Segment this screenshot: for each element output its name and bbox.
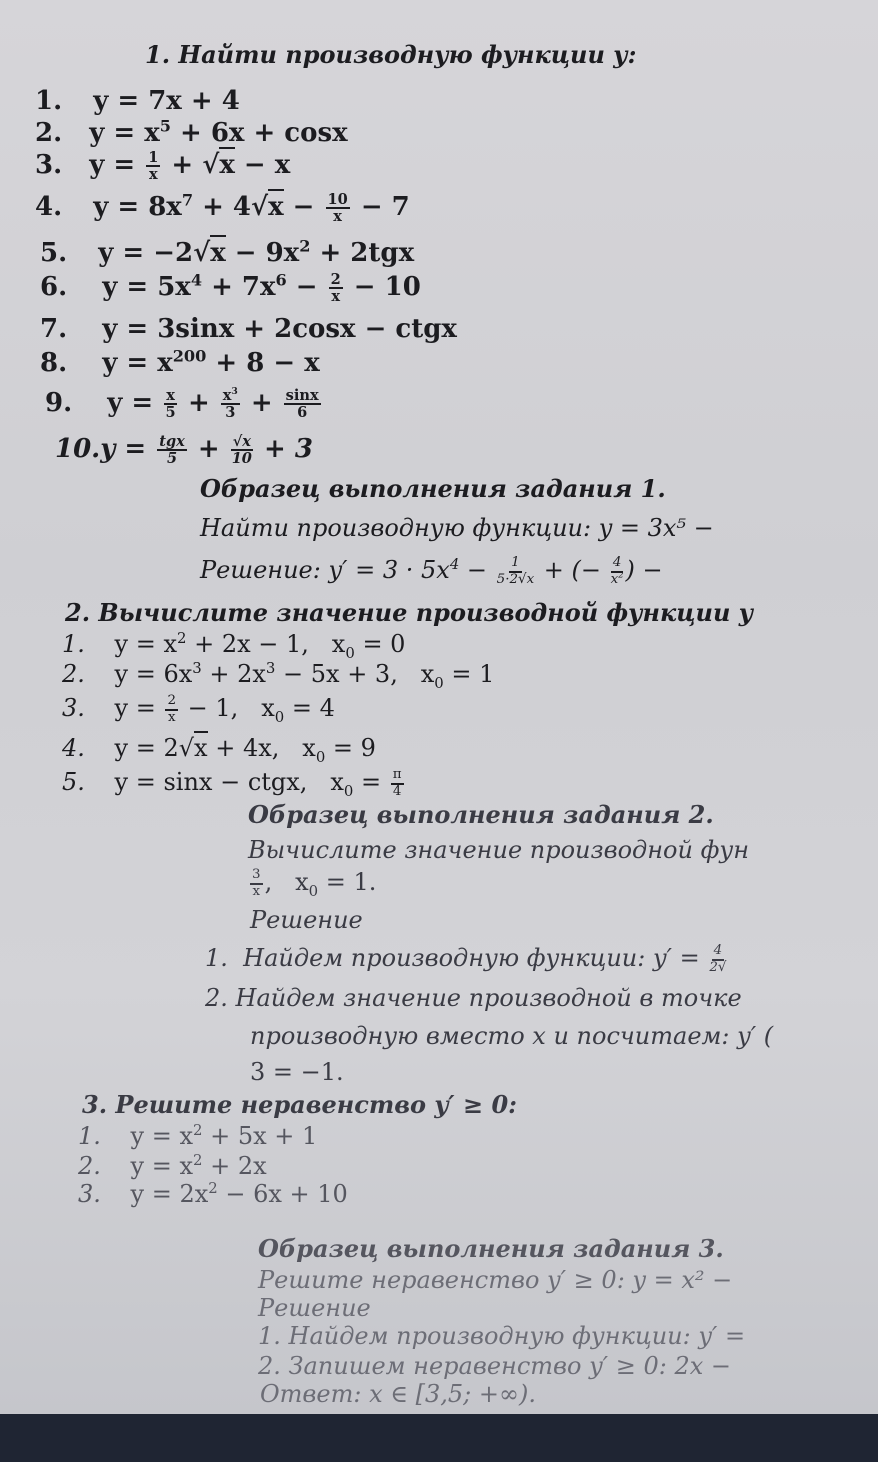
sample-2-step-3: 3 = −1. [250, 1058, 344, 1086]
item-number: 3. [78, 1180, 101, 1208]
item-number: 7. [40, 314, 68, 344]
section-3-title: 3. Решите неравенство y′ ≥ 0: [82, 1090, 517, 1119]
item-number: 1. [78, 1122, 101, 1150]
task-1-8: 8. $y = x^{200} + 8 - x$ [40, 346, 320, 378]
sample-3-solution-label: Решение [258, 1294, 371, 1322]
sample-1-solution: Решение: $y' = 3 \cdot 5x^4$ − $\frac{1}{5\cdot 2√x}$ + (− $\frac{4}{x^2}$ ) − [200, 555, 663, 587]
sample-3-step-1: 1. Найдем производную функции: y′ = [258, 1322, 746, 1350]
task-1-2: 2. $y = x^5 + 6x + \cos x$ [35, 116, 348, 148]
background-surface [0, 1414, 878, 1462]
task-1-3: 3. y = $\frac{1}{x}$ + √x − x [35, 149, 291, 184]
task-2-2: 2. $y = 6x^3 + 2x^3 - 5x + 3$, $x_0 = 1$ [62, 659, 495, 692]
sample-2-step-2-cont: производную вместо x и посчитаем: y′ ( [250, 1022, 774, 1050]
item-number: 4. [35, 192, 63, 223]
item-number: 6. [40, 272, 68, 303]
item-number: 1. [35, 86, 63, 116]
section-2-title: 2. Вычислите значение производной функции у [65, 598, 754, 627]
item-number: 2. [62, 660, 85, 688]
item-number: 4. [62, 734, 85, 762]
task-1-1: 1. y = 7x + 4 [35, 86, 240, 116]
task-1-7: 7. y = 3sinx + 2cosx − ctgx [40, 314, 457, 344]
item-number: 3. [35, 150, 63, 181]
task-3-1: 1. $y = x^2 + 5x + 1$ [78, 1121, 318, 1150]
sample-3-task: Решите неравенство y′ ≥ 0: y = x² − [258, 1266, 733, 1294]
task-1-6: 6. $y = 5x^4 + 7x^6$ − $\frac{2}{x}$ − 10 [40, 270, 421, 306]
sample-1-task: Найти производную функции: y = 3x⁵ − [200, 514, 714, 542]
sample-2-solution-label: Решение [250, 906, 363, 934]
task-3-2: 2. $y = x^2 + 2x$ [78, 1151, 267, 1180]
sample-3-title: Образец выполнения задания 3. [258, 1234, 724, 1263]
item-number: 5. [62, 768, 85, 796]
section-1-title: 1. Найти производную функции у: [145, 40, 637, 69]
sample-2-title: Образец выполнения задания 2. [248, 800, 714, 829]
sample-1-title: Образец выполнения задания 1. [200, 474, 666, 503]
item-number: 2. [35, 118, 63, 148]
task-2-4: 4. y = 2√x + 4x, $x_0 = 9$ [62, 734, 376, 762]
sample-3-answer: Ответ: x ∈ [3,5; +∞). [260, 1380, 536, 1408]
item-number: 9. [45, 388, 73, 419]
task-1-10: 10.y = tgx 5 + $\frac{√x}{10}$ + 3 [55, 433, 313, 468]
sample-2-task: Вычислите значение производной фун [248, 836, 750, 864]
sample-3-step-2: 2. Запишем неравенство y′ ≥ 0: 2x − [258, 1352, 731, 1380]
task-1-9: 9. y = $\frac{x}{5}$ + $\frac{x^3}{3}$ + $\frac{\sin x}{6}$ [45, 387, 319, 422]
item-number: 8. [40, 348, 68, 378]
task-2-1: 1. $y = x^2 + 2x - 1$, $x_0 = 0$ [62, 629, 406, 662]
task-2-3: 3. y = $\frac{2}{x}$ − 1, $x_0 = 4$ [62, 693, 335, 726]
task-1-5: 5. $y = -2√x - 9x^2 + 2tgx$ [40, 236, 415, 268]
task-1-4: 4. $y = 8x^7 + 4√x$ − $\frac{10}{x}$ − 7 [35, 190, 410, 226]
sample-2-step-2: 2. Найдем значение производной в точке [205, 984, 742, 1012]
item-number: 1. [62, 630, 85, 658]
sample-2-step-1: 1. Найдем производную функции: y′ = $\frac{4}{2√}$ [205, 943, 727, 975]
task-2-5: 5. y = sinx − ctgx, $x_0$ = $\frac{\pi}{4}$ [62, 767, 402, 800]
item-number: 5. [40, 238, 68, 268]
item-number: 3. [62, 694, 85, 722]
item-number: 2. [78, 1152, 101, 1180]
sample-2-x0: $\frac{3}{x}$ , $x_0 = 1$. [252, 867, 377, 900]
item-number: 10. [55, 434, 101, 465]
task-3-3: 3. $y = 2x^2 - 6x + 10$ [78, 1179, 348, 1208]
